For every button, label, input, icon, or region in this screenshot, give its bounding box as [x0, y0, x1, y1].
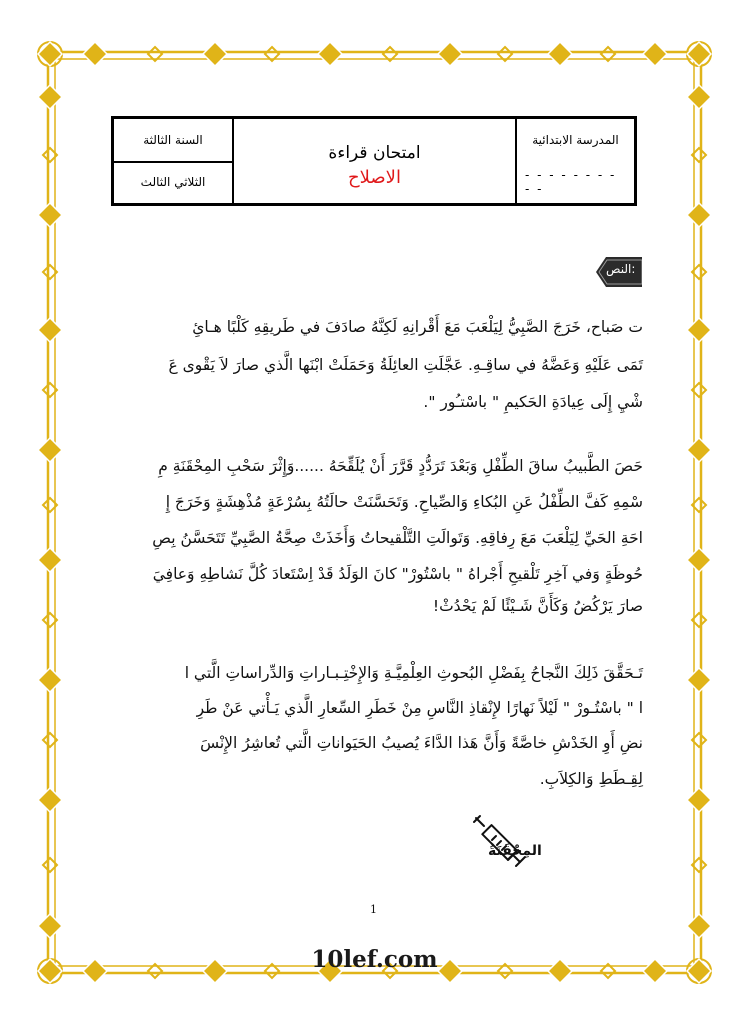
exam-title: امتحان قراءة: [328, 143, 421, 163]
frame-diamond: [38, 914, 62, 938]
frame-diamond: [687, 203, 711, 227]
frame-diamond: [687, 914, 711, 938]
text-line: حُوظَةٍ وَفي آخِرِ تَلْقيحِ أَجْراهُ " باسْتُورْ" كانَ الوَلَدُ قَدْ اِسْتَعادَ كُلَّ نَشاطِهِ وَعافِيَ: [152, 565, 643, 583]
frame-diamond: [687, 548, 711, 572]
frame-diamond: [38, 788, 62, 812]
frame-diamond: [38, 318, 62, 342]
term-label: الثلاثي الثالث: [140, 175, 206, 189]
frame-diamond: [687, 668, 711, 692]
text-section-tag: [596, 255, 642, 289]
text-line: لِقِـطَطِ وَالكِلاَبِ.: [539, 770, 643, 788]
frame-diamond: [38, 668, 62, 692]
school-blank: - - - - - - - - - -: [525, 168, 617, 196]
text-line: ا " باسْتُـورْ " لَيْلاً نَهارًا لإِنْقاذِ النَّاسِ مِنْ خَطَرِ السِّعارِ الَّذي يَـأْتي عَنْ طَرِ: [196, 699, 643, 717]
text-line: تَـحَقَّقَ ذَلِكَ النَّجاحُ بِفَضْلِ البُحوثِ العِلْمِيَّـةِ وَالإِخْتِـبـاراتِ وَالدِّراساتِ الَّتي ا: [184, 664, 643, 682]
frame-diamond: [38, 548, 62, 572]
text-line: صارَ يَرْكُضُ وَكَأَنَّ شَـيْئًا لَمْ يَحْدُثْ!: [432, 597, 643, 615]
frame-diamond: [38, 85, 62, 109]
frame-diamond: [83, 42, 107, 66]
frame-diamond: [38, 438, 62, 462]
frame-diamond: [203, 42, 227, 66]
text-line: ت صَباح، خَرَجَ الصَّبِيُّ لِيَلْعَبَ مَعَ أَقْرانِهِ لَكِنَّهُ صادَفَ في طَريقِهِ كَلْبًا هـائِ: [192, 318, 643, 336]
frame-diamond: [687, 438, 711, 462]
year-label: السنة الثالثة: [114, 119, 232, 163]
text-line: شْيِ إِلَى عِيادَةِ الحَكيمِ " باسْتـُور ".: [423, 393, 643, 411]
text-line: سْمِهِ كَفَّ الطِّفْلُ عَنِ البُكاءِ وَالصِّياحِ. وَتَحَسَّنَتْ حالَتُهُ بِسُرْعَةٍ مُذْهِشَةٍ وَخَرَجَ إِ: [165, 493, 643, 511]
header-title-cell: [234, 119, 517, 203]
tag-label: النص:: [606, 262, 636, 276]
text-line: حَصَ الطَّبيبُ ساقَ الطِّفْلِ وَبَعْدَ تَرَدُّدٍ قَرَّرَ أَنْ يُلَقِّحَهُ ......وَإِثْرَ سَحْبِ المِحْقَنَةِ مِ: [158, 457, 643, 475]
site-watermark: 10lef.com: [311, 946, 438, 973]
header-right-cell: [517, 119, 634, 203]
exam-subtitle: الاصلاح: [348, 167, 401, 188]
signature-label: المِحْقَنَةُ: [488, 843, 542, 859]
text-line: نضِ أَوِ الخَدْشِ خاصَّةً وَأَنَّ هَذا الدَّاءَ يُصيبُ الحَيَواناتِ الَّتي تُعاشِرُ الإِنْسَ: [200, 734, 643, 752]
frame-diamond: [548, 42, 572, 66]
frame-diamond: [643, 42, 667, 66]
header-left-cell: [114, 119, 234, 203]
school-label: المدرسة الابتدائية: [532, 133, 619, 147]
page-number: 1: [370, 903, 377, 916]
frame-diamond: [687, 85, 711, 109]
frame-diamond: [38, 203, 62, 227]
text-line: تَمَى عَلَيْهِ وَعَضَّهُ في ساقِـهِ. عَجَّلَتِ العائِلَةُ وَحَمَلَتْ ابْنَها الَّذي صارَ لاَ يَقْوى عَ: [168, 356, 643, 374]
text-line: احَةِ الحَيِّ لِيَلْعَبَ مَعَ رِفاقِهِ. وَتَوالَتِ التَّلْقيحاتُ وَأَخَذَتْ صِحَّةُ الصَّبِيِّ تَتَحَسَّنُ بِصِ: [152, 529, 643, 547]
frame-diamond: [687, 788, 711, 812]
exam-header-table: [111, 116, 637, 206]
frame-diamond: [438, 42, 462, 66]
frame-diamond: [318, 42, 342, 66]
frame-diamond: [687, 318, 711, 342]
